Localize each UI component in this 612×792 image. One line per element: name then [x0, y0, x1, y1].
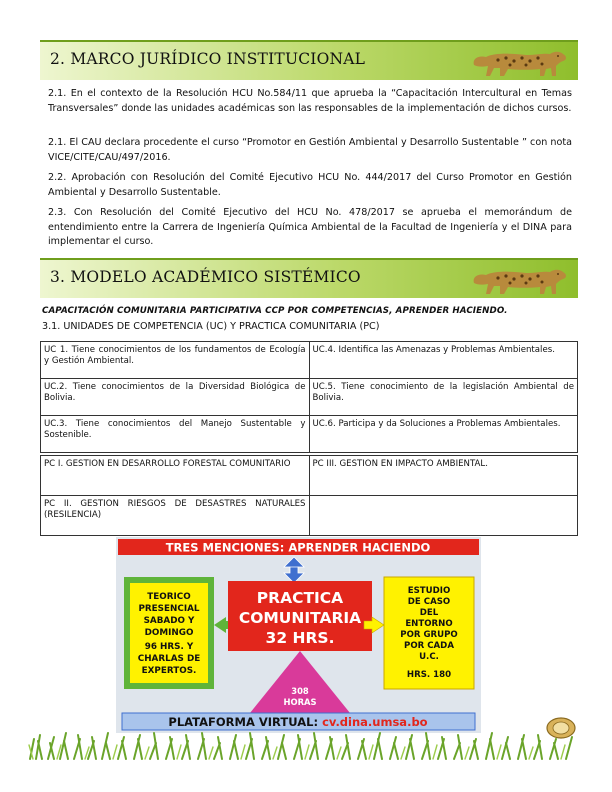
triangle-line: 308: [291, 686, 309, 696]
theory-line: 96 HRS. Y: [144, 642, 194, 652]
case-line: U.C.: [419, 652, 439, 662]
table-cell: UC.2. Tiene conocimientos de la Diversidad Biológica de Bolivia.: [41, 379, 310, 416]
case-line: ESTUDIO: [407, 586, 451, 596]
table-cell: PC I. GESTION EN DESARROLLO FORESTAL COMUNITARIO: [41, 456, 310, 496]
academic-model-diagram: [116, 537, 481, 733]
practice-line: 32 HRS.: [265, 629, 335, 647]
competency-table: [40, 341, 578, 536]
theory-line: EXPERTOS.: [141, 666, 197, 676]
section-3-title: 3. MODELO ACADÉMICO SISTÉMICO: [50, 268, 361, 286]
table-cell: [309, 496, 578, 536]
table-row: [41, 496, 578, 536]
section-2-header: [40, 40, 578, 80]
practice-line: COMUNITARIA: [238, 609, 362, 627]
triangle-line: HORAS: [283, 697, 317, 707]
table-cell: UC.3. Tiene conocimientos del Manejo Sustentable y Sostenible.: [41, 416, 310, 453]
platform-url[interactable]: cv.dina.umsa.bo: [322, 715, 428, 729]
paragraph-2-2: 2.2. Aprobación con Resolución del Comité Ejecutivo HCU No. 444/2017 del Curso Promotor en Gestión Ambiental y Desarrollo Sustentable.: [48, 172, 572, 198]
theory-line: PRESENCIAL: [138, 604, 200, 614]
theory-line: CHARLAS DE: [137, 654, 201, 664]
case-line: ENTORNO: [405, 619, 453, 629]
table-row: [41, 379, 578, 416]
case-line: POR GRUPO: [400, 630, 458, 640]
section-2-title: 2. MARCO JURÍDICO INSTITUCIONAL: [50, 50, 366, 68]
case-line: DE CASO: [407, 597, 451, 607]
case-line: POR CADA: [404, 641, 454, 651]
section-3-header: [40, 258, 578, 298]
jaguar-icon: [470, 263, 570, 297]
case-line: HRS. 180: [406, 670, 452, 680]
table-cell: PC II. GESTION RIESGOS DE DESASTRES NATURALES (RESILENCIA): [41, 496, 310, 536]
table-cell: PC III. GESTION EN IMPACTO AMBIENTAL.: [309, 456, 578, 496]
paragraph-2-1b: 2.1. El CAU declara procedente el curso “Promotor en Gestión Ambiental y Desarrollo Sustentable ” con nota VICE/CITE/CAU/497/2016.: [48, 137, 572, 163]
paragraph-2-3: 2.3. Con Resolución del Comité Ejecutivo del HCU No. 478/2017 se aprueba el memorándum de entendimiento entre la Carrera de Ingeniería Química Ambiental de la Facultad de Ingeniería y el DINA para implementar el curso.: [48, 207, 572, 248]
theory-line: DOMINGO: [144, 628, 194, 638]
section-3-subtitle: CAPACITACIÓN COMUNITARIA PARTICIPATIVA CCP POR COMPETENCIAS, APRENDER HACIENDO.: [42, 306, 508, 316]
table-cell: UC.4. Identifica las Amenazas y Problemas Ambientales.: [309, 342, 578, 379]
section-3-subheading: 3.1. UNIDADES DE COMPETENCIA (UC) Y PRACTICA COMUNITARIA (PC): [42, 321, 380, 332]
banner-text: TRES MENCIONES: APRENDER HACIENDO: [165, 540, 431, 555]
table-row: [41, 456, 578, 496]
paragraph-2-1a: 2.1. En el contexto de la Resolución HCU No.584/11 que aprueba la “Capacitación Intercultural en Temas Transversales” donde las unidades académicas son las responsables de la implementación de dichos cursos.: [48, 88, 572, 114]
table-cell: UC 1. Tiene conocimientos de los fundamentos de Ecología y Gestión Ambiental.: [41, 342, 310, 379]
platform-label: PLATAFORMA VIRTUAL:: [168, 715, 323, 729]
table-cell: UC.6. Participa y da Soluciones a Problemas Ambientales.: [309, 416, 578, 453]
jaguar-icon: [470, 45, 570, 79]
case-line: DEL: [419, 608, 439, 618]
page-badge-icon: [545, 716, 577, 740]
table-row: [41, 342, 578, 379]
table-cell: UC.5. Tiene conocimiento de la legislación Ambiental de Bolivia.: [309, 379, 578, 416]
theory-line: SABADO Y: [143, 616, 195, 626]
theory-line: TEORICO: [147, 592, 191, 602]
practice-line: PRACTICA: [256, 589, 344, 607]
table-row: [41, 416, 578, 453]
grass-footer-decoration: [0, 727, 612, 792]
